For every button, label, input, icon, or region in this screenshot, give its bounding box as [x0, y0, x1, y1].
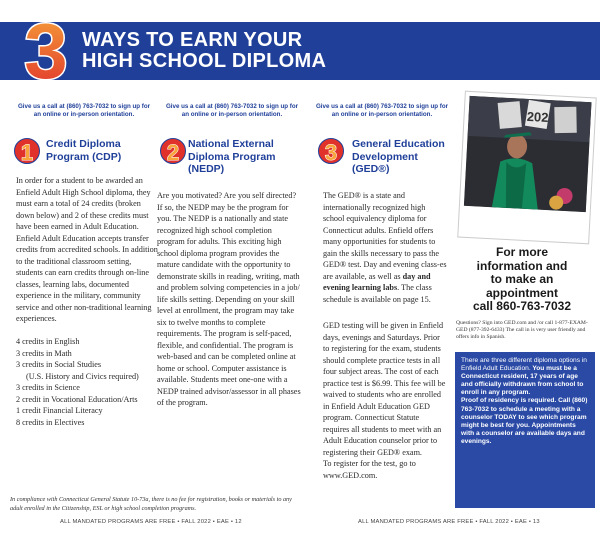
nedp-title: National External Diploma Program (NEDP) — [188, 138, 276, 175]
cdp-body: In order for a student to be awarded an Enfield Adult High School diploma, they must earn a total of 24 credits (broken down below) and 2 of these credits must have been earned in Adult Education. Enfield Adult Education accepts transfer credits from accredited schools. In addition to the traditional classroom setting, students can earn credits through on-line classes, learning labs, documented experience in the military, community service and other non-traditional learning experiences. — [16, 176, 158, 323]
cdp-title: Credit Diploma Program (CDP) — [46, 138, 122, 163]
list-item: 3 credits in Science — [16, 383, 80, 392]
list-item: (U.S. History and Civics required) — [26, 371, 139, 381]
list-item: 2 credit in Vocational Education/Arts — [16, 394, 138, 404]
ged-body-intro: The GED® is a state and internationally recognized high school equivalency diploma for Connecticut adults. Enfield offers many opportunities for students to gain the skills necessary to pass the GED® test. Day and evening class-es are available, as well as day and evening learning labs. The class schedule is available on page 15. — [323, 191, 447, 304]
cdp-credits-list — [16, 336, 158, 428]
call-note-col3: Give us a call at (860) 763-7032 to sign up for an online or in-person orientation. — [315, 103, 449, 118]
graduate-photo — [458, 92, 595, 244]
svg-text:3: 3 — [24, 14, 68, 88]
ged-title: General Education Development (GED®) — [352, 138, 445, 175]
contact-cta: For more information and to make an appointment call 860-763-7032 — [472, 245, 572, 313]
page-footer-right: ALL MANDATED PROGRAMS ARE FREE • FALL 2022 • EAE • 13 — [358, 519, 540, 525]
questions-note: Questions? Sign into GED.com and /or call 1-877-EXAM-GED (877-392-6433) The call in is very user friendly and offers info in Spanish. — [456, 320, 588, 341]
list-item: 1 credit Financial Literacy — [16, 406, 103, 415]
info-box: There are three different diploma options in Enfield Adult Education. You must be a Connecticut resident, 17 years of age and officially withdrawn from school to enroll in any program. Proof of residency is required. Call (860) 763-7032 to schedule a meeting with a counselor TODAY to see which program might be best for you. Appointments with a counselor are available days and evenings. — [455, 352, 595, 508]
list-item: 8 credits in Electives — [16, 417, 85, 427]
number-two-badge — [160, 136, 186, 166]
page-footer-left: ALL MANDATED PROGRAMS ARE FREE • FALL 2022 • EAE • 12 — [60, 519, 242, 525]
ged-body-testing: GED testing will be given in Enfield days, evenings and Saturdays. Prior to registering for the exam, students should complete practice tests in all four subject areas. The cost of each practice test is $6.99. This fee will be waived to students who are enrolled in Enfield Adult Education GED program. Connecticut Statute requires all students to meet with an Adult Education counselor prior to registering their GED® exam. — [323, 321, 446, 457]
svg-text:3: 3 — [324, 140, 338, 165]
svg-text:202: 202 — [526, 108, 549, 126]
list-item: 3 credits in Social Studies — [16, 360, 102, 369]
list-item: 3 credits in Math — [16, 348, 72, 358]
number-three-badge — [318, 136, 344, 166]
big-number-three-graphic — [18, 14, 74, 88]
number-one-badge — [14, 136, 40, 166]
page-title: WAYS TO EARN YOUR HIGH SCHOOL DIPLOMA — [82, 29, 327, 72]
call-note-col1: Give us a call at (860) 763-7032 to sign up for an online or in-person orientation. — [17, 103, 151, 118]
svg-text:2: 2 — [166, 140, 180, 165]
graduate-image — [464, 96, 592, 212]
ged-body-register: To register for the test, go to www.GED.com. — [323, 459, 416, 480]
nedp-body: Are you motivated? Are you self directed? If so, the NEDP may be the program for you. The NEDP is a nationally and state recognized high school completion program for adults. This exciting high school diploma program provides the mature candidate with the opportunity to demonstrate skills in reading, writing, math and problem solving competencies in a job/ life skills setting. Depending on your skill level at enrollment, the program may take six to twelve months to complete requirements. The program is self-paced, flexible, and confidential. The program is web-based and can be completed online at home or school. Computer assistance is available. Students meet one-one with a NEDP trained advisor/assessor in all phases of the program. — [157, 191, 301, 407]
call-note-col2: Give us a call at (860) 763-7032 to sign up for an online or in-person orientation. — [165, 103, 299, 118]
list-item: 4 credits in English — [16, 337, 80, 346]
svg-text:1: 1 — [20, 140, 34, 165]
compliance-note: In compliance with Connecticut General Statute 10-73a, there is no fee for registration, books or materials to any adult enrolled in the Citizenship, ESL or high school completion programs. — [10, 496, 292, 512]
